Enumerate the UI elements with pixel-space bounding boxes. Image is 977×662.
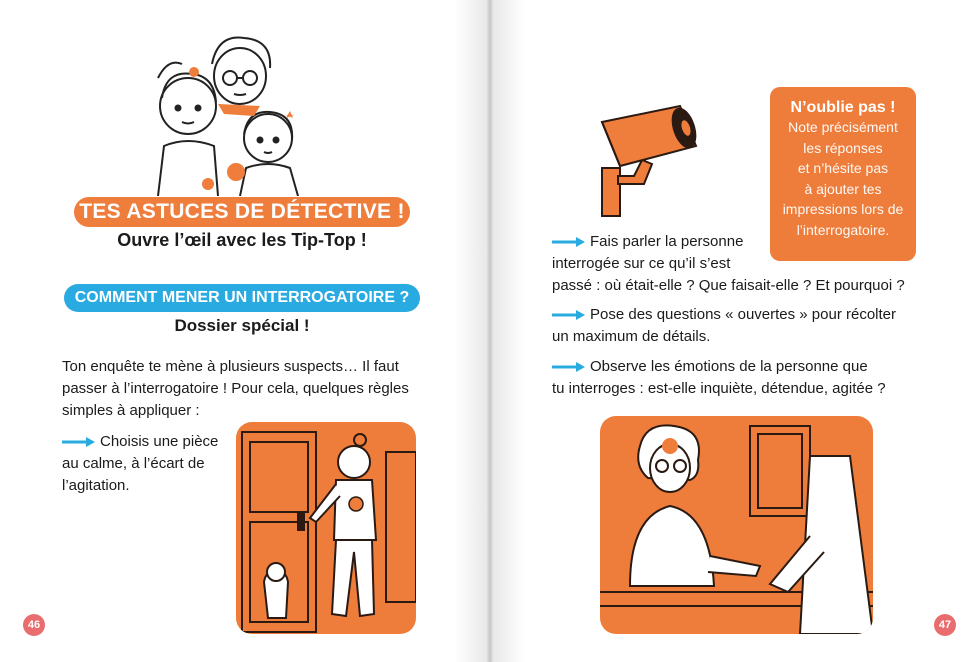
girl-door-illustration	[236, 422, 416, 634]
detective-kids-illustration	[148, 28, 308, 196]
reminder-line: à ajouter tes	[804, 180, 882, 197]
page-number-right: 47	[934, 614, 956, 636]
reminder-line: les réponses	[803, 139, 883, 156]
right-page	[488, 0, 977, 662]
interrogation-illustration	[600, 416, 873, 634]
arrow-icon	[62, 436, 96, 448]
tip-room-line: l’agitation.	[62, 477, 130, 494]
section-subtitle: Dossier spécial !	[174, 316, 310, 335]
tip-emotions-line: Observe les émotions de la personne que	[590, 358, 868, 375]
arrow-icon	[552, 236, 586, 248]
tip-talk-line: passé : où était-elle ? Que faisait-elle ? Et pourquoi ?	[552, 277, 905, 294]
tip-emotions-line: tu interroges : est-elle inquiète, détendue, agitée ?	[552, 380, 886, 397]
reminder-line: et n’hésite pas	[797, 160, 889, 176]
left-page	[0, 0, 488, 662]
kid-left-head	[160, 78, 216, 134]
tip-talk-line: interrogée sur ce qu’il s’est	[552, 255, 731, 272]
arrow-icon	[552, 361, 586, 373]
intro-line: passer à l’interrogatoire ! Pour cela, quelques règles	[62, 380, 409, 397]
tip-room	[62, 431, 232, 497]
reminder-line: Note précisément	[788, 119, 898, 135]
tip-room-line: au calme, à l’écart de	[62, 455, 205, 472]
intro-paragraph	[62, 356, 442, 422]
tip-questions-line: Pose des questions « ouvertes » pour récolter	[590, 306, 897, 323]
reminder-line: l’interrogatoire.	[796, 221, 890, 238]
arrow-icon	[552, 309, 586, 321]
tip-questions-line: un maximum de détails.	[552, 328, 711, 345]
page-number-left: 46	[23, 614, 45, 636]
intro-line: simples à appliquer :	[62, 402, 200, 419]
intro-line: Ton enquête te mène à plusieurs suspects… Il faut	[62, 358, 399, 375]
reminder-title: N’oublie pas !	[790, 99, 896, 116]
tip-questions	[552, 304, 922, 348]
security-camera-illustration	[596, 100, 701, 220]
reminder-body	[770, 117, 916, 240]
kid-right-head	[244, 114, 292, 162]
reminder-line: impressions lors de	[782, 201, 904, 217]
page-subtitle: Ouvre l’œil avec les Tip-Top !	[117, 230, 367, 250]
tip-room-line: Choisis une pièce	[100, 433, 219, 450]
title-pill: TES ASTUCES DE DÉTECTIVE !	[74, 197, 410, 227]
tip-talk-line: Fais parler la personne	[590, 233, 744, 250]
tip-talk	[552, 231, 922, 297]
tip-emotions	[552, 356, 932, 400]
section-pill: COMMENT MENER UN INTERROGATOIRE ?	[64, 284, 420, 312]
